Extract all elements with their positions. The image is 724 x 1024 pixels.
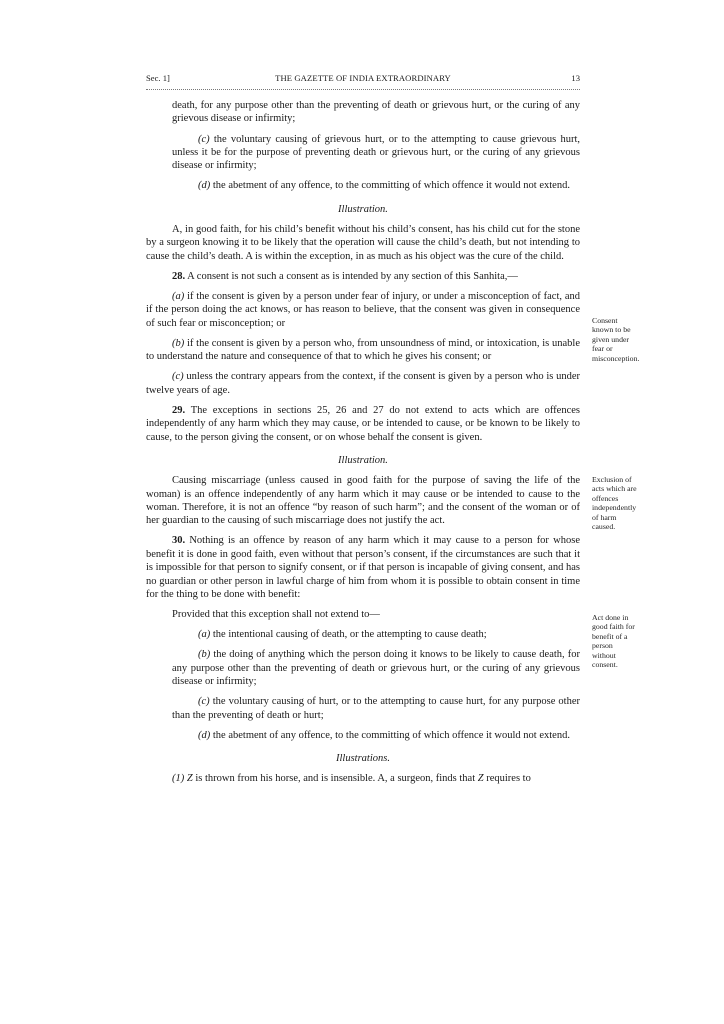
margin-note-line: known to be	[592, 325, 631, 335]
margin-note-line: acts which are	[592, 484, 637, 494]
proviso: Provided that this exception shall not extend to—	[172, 609, 380, 621]
section-29: 29. The exceptions in sections 25, 26 and 27 do not extend to acts which are offences independently of any harm which they may cause, or be intended to cause, or be known to be likely to cause, to the person giving the consent, or on whose behalf the consent is given.	[146, 404, 580, 443]
section-30-clause-a: (a) the intentional causing of death, or the attempting to cause death;	[198, 629, 487, 641]
section-28-clause-c: (c) unless the contrary appears from the context, if the consent is given by a person who is under twelve years of age.	[146, 371, 580, 396]
margin-note-line: person	[592, 641, 613, 651]
clause-d: (d) the abetment of any offence, to the committing of which offence it would not extend.	[198, 180, 570, 192]
header-rule	[146, 89, 580, 90]
margin-note-line: Exclusion of	[592, 475, 632, 484]
illustration-heading: Illustration.	[338, 455, 388, 467]
header-title: THE GAZETTE OF INDIA EXTRAORDINARY	[275, 73, 451, 83]
margin-note-line: offences	[592, 493, 619, 503]
margin-note-line: without	[592, 650, 616, 660]
illustration-text: Causing miscarriage (unless caused in good faith for the purpose of saving the life of the woman) is an offence independently of any harm which it may cause or be intended to cause to the woman. Therefore, it is not an offence “by reason of such harm”; and the consent of the woman or of her guardian to the causing of such miscarriage does not justify the act.	[146, 475, 580, 527]
section-30-clause-b: (b) the doing of anything which the person doing it knows to be likely to cause death, for any purpose other than the preventing of death or grievous hurt, or the curing of any grievous disease or infirmity;	[172, 649, 580, 688]
illustration-text: A, in good faith, for his child’s benefit without his child’s consent, has his child cut for the stone by a surgeon knowing it to be likely that the operation will cause the child’s death, but not intending to cause the child’s death. A is within the exception, in as much as his object was the cure of the child.	[146, 223, 580, 262]
margin-note-line: misconception.	[592, 353, 640, 363]
margin-note-line: consent.	[592, 660, 618, 670]
document-body	[146, 99, 580, 792]
paragraph-continuation: death, for any purpose other than the preventing of death or grievous hurt, or the curing of any grievous disease or infirmity;	[172, 100, 580, 125]
margin-note-section-28	[592, 316, 680, 363]
illustration-1: (1) Z is thrown from his horse, and is insensible. A, a surgeon, finds that Z requires to	[172, 773, 531, 785]
margin-note-line: of harm	[592, 512, 617, 522]
section-30: 30. Nothing is an offence by reason of any harm which it may cause to a person for whose benefit it is done in good faith, even without that person’s consent, if the circumstances are such that it is impossible for that person to signify consent, or if that person is incapable of giving consent, and has no guardian or other person in lawful charge of him from whom it is possible to obtain consent in time for the thing to be done with benefit:	[146, 535, 580, 601]
margin-note-line: Act done in	[592, 613, 629, 622]
running-header	[146, 73, 580, 87]
margin-note-line: good faith for	[592, 622, 635, 632]
margin-note-section-30	[592, 613, 680, 669]
margin-note-line: independently	[592, 503, 637, 513]
illustrations-heading: Illustrations.	[336, 753, 390, 765]
section-28: 28. A consent is not such a consent as is intended by any section of this Sanhita,—	[172, 270, 518, 282]
section-28-clause-a: (a) if the consent is given by a person under fear of injury, or under a misconception of fact, and if the person doing the act knows, or has reason to believe, that the consent was given in consequence of such fear or misconception; or	[146, 290, 580, 329]
margin-note-line: caused.	[592, 522, 616, 532]
clause-c: (c) the voluntary causing of grievous hurt, or to the attempting to cause grievous hurt, unless it be for the purpose of preventing death or grievous hurt, or the curing of any grievous disease or infirmity;	[172, 133, 580, 172]
margin-note-section-29	[592, 475, 680, 531]
margin-note-line: given under	[592, 334, 630, 344]
illustration-heading: Illustration.	[338, 203, 388, 215]
page-number: 13	[571, 73, 580, 83]
margin-note-line: benefit of a	[592, 631, 628, 641]
section-30-clause-d: (d) the abetment of any offence, to the committing of which offence it would not extend.	[198, 729, 570, 741]
section-30-clause-c: (c) the voluntary causing of hurt, or to the attempting to cause hurt, for any purpose other than the preventing of death or hurt;	[172, 696, 580, 721]
margin-note-line: fear or	[592, 344, 613, 354]
margin-note-line: Consent	[592, 316, 618, 325]
section-28-clause-b: (b) if the consent is given by a person who, from unsoundness of mind, or intoxication, is unable to understand the nature and consequence of that to which he gives his consent; or	[146, 337, 580, 363]
header-section: Sec. 1]	[146, 73, 170, 83]
